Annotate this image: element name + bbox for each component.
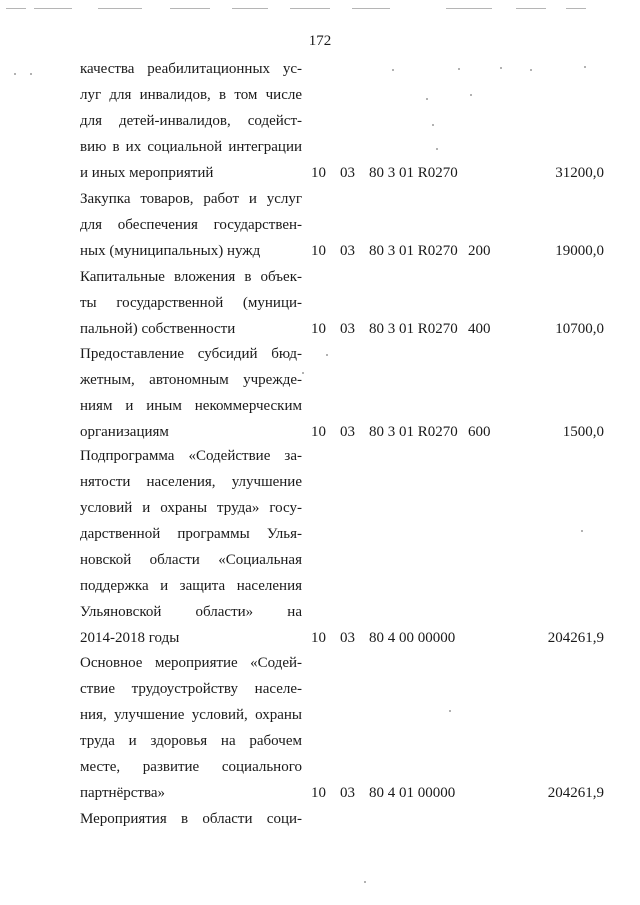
description-line: 2014-2018 годы <box>80 630 180 646</box>
description-line: партнёрства» <box>80 785 165 801</box>
subsection-code: 03 <box>340 321 355 337</box>
description-line: Основное мероприятие «Содей- <box>80 655 302 671</box>
section-code: 10 <box>311 424 326 440</box>
target-article-code: 80 3 01 R0270 <box>369 321 458 337</box>
description-line: и иных мероприятий <box>80 165 214 181</box>
subsection-code: 03 <box>340 424 355 440</box>
amount: 204261,9 <box>547 630 604 646</box>
subsection-code: 03 <box>340 785 355 801</box>
description-line: для обеспечения государствен- <box>80 217 302 233</box>
section-code: 10 <box>311 785 326 801</box>
description-line: вию в их социальной интеграции <box>80 139 302 155</box>
description-line: Капитальные вложения в объек- <box>80 269 302 285</box>
subsection-code: 03 <box>340 243 355 259</box>
description-line: Подпрограмма «Содействие за- <box>80 448 302 464</box>
description-line: месте, развитие социального <box>80 759 302 775</box>
description-line: Ульяновской области» на <box>80 604 302 620</box>
row-description <box>80 264 302 342</box>
expense-type-code: 400 <box>468 321 491 337</box>
row-description <box>80 56 302 186</box>
amount: 1500,0 <box>562 424 604 440</box>
section-code: 10 <box>311 165 326 181</box>
description-line: жетным, автономным учрежде- <box>80 372 302 388</box>
description-line: Предоставление субсидий бюд- <box>80 346 302 362</box>
row-description <box>80 650 302 806</box>
subsection-code: 03 <box>340 630 355 646</box>
description-line: луг для инвалидов, в том числе <box>80 87 302 103</box>
target-article-code: 80 4 00 00000 <box>369 630 456 646</box>
section-code: 10 <box>311 243 326 259</box>
description-line: качества реабилитационных ус- <box>80 61 302 77</box>
description-line: труда и здоровья на рабочем <box>80 733 302 749</box>
page-number: 172 <box>308 33 332 49</box>
amount: 10700,0 <box>555 321 604 337</box>
amount: 19000,0 <box>555 243 604 259</box>
target-article-code: 80 3 01 R0270 <box>369 243 458 259</box>
description-line: организациям <box>80 424 169 440</box>
row-description <box>80 341 302 445</box>
amount: 204261,9 <box>547 785 604 801</box>
description-line: ты государственной (муници- <box>80 295 302 311</box>
target-article-code: 80 4 01 00000 <box>369 785 456 801</box>
subsection-code: 03 <box>340 165 355 181</box>
section-code: 10 <box>311 630 326 646</box>
description-line: Мероприятия в области соци- <box>80 811 302 827</box>
expense-type-code: 600 <box>468 424 491 440</box>
expense-type-code: 200 <box>468 243 491 259</box>
row-description <box>80 443 302 651</box>
description-line: ния, улучшение условий, охраны <box>80 707 302 723</box>
description-line: нятости населения, улучшение <box>80 474 302 490</box>
target-article-code: 80 3 01 R0270 <box>369 165 458 181</box>
description-line: Закупка товаров, работ и услуг <box>80 191 302 207</box>
description-line: условий и охраны труда» госу- <box>80 500 302 516</box>
target-article-code: 80 3 01 R0270 <box>369 424 458 440</box>
description-line: дарственной программы Улья- <box>80 526 302 542</box>
amount: 31200,0 <box>555 165 604 181</box>
row-description <box>80 186 302 264</box>
description-line: для детей-инвалидов, содейст- <box>80 113 302 129</box>
description-line: пальной) собственности <box>80 321 236 337</box>
description-line: ниям и иным некоммерческим <box>80 398 302 414</box>
description-line: ных (муниципальных) нужд <box>80 243 261 259</box>
description-line: ствие трудоустройству населе- <box>80 681 302 697</box>
section-code: 10 <box>311 321 326 337</box>
row-description <box>80 806 302 832</box>
description-line: новской области «Социальная <box>80 552 302 568</box>
description-line: поддержка и защита населения <box>80 578 302 594</box>
